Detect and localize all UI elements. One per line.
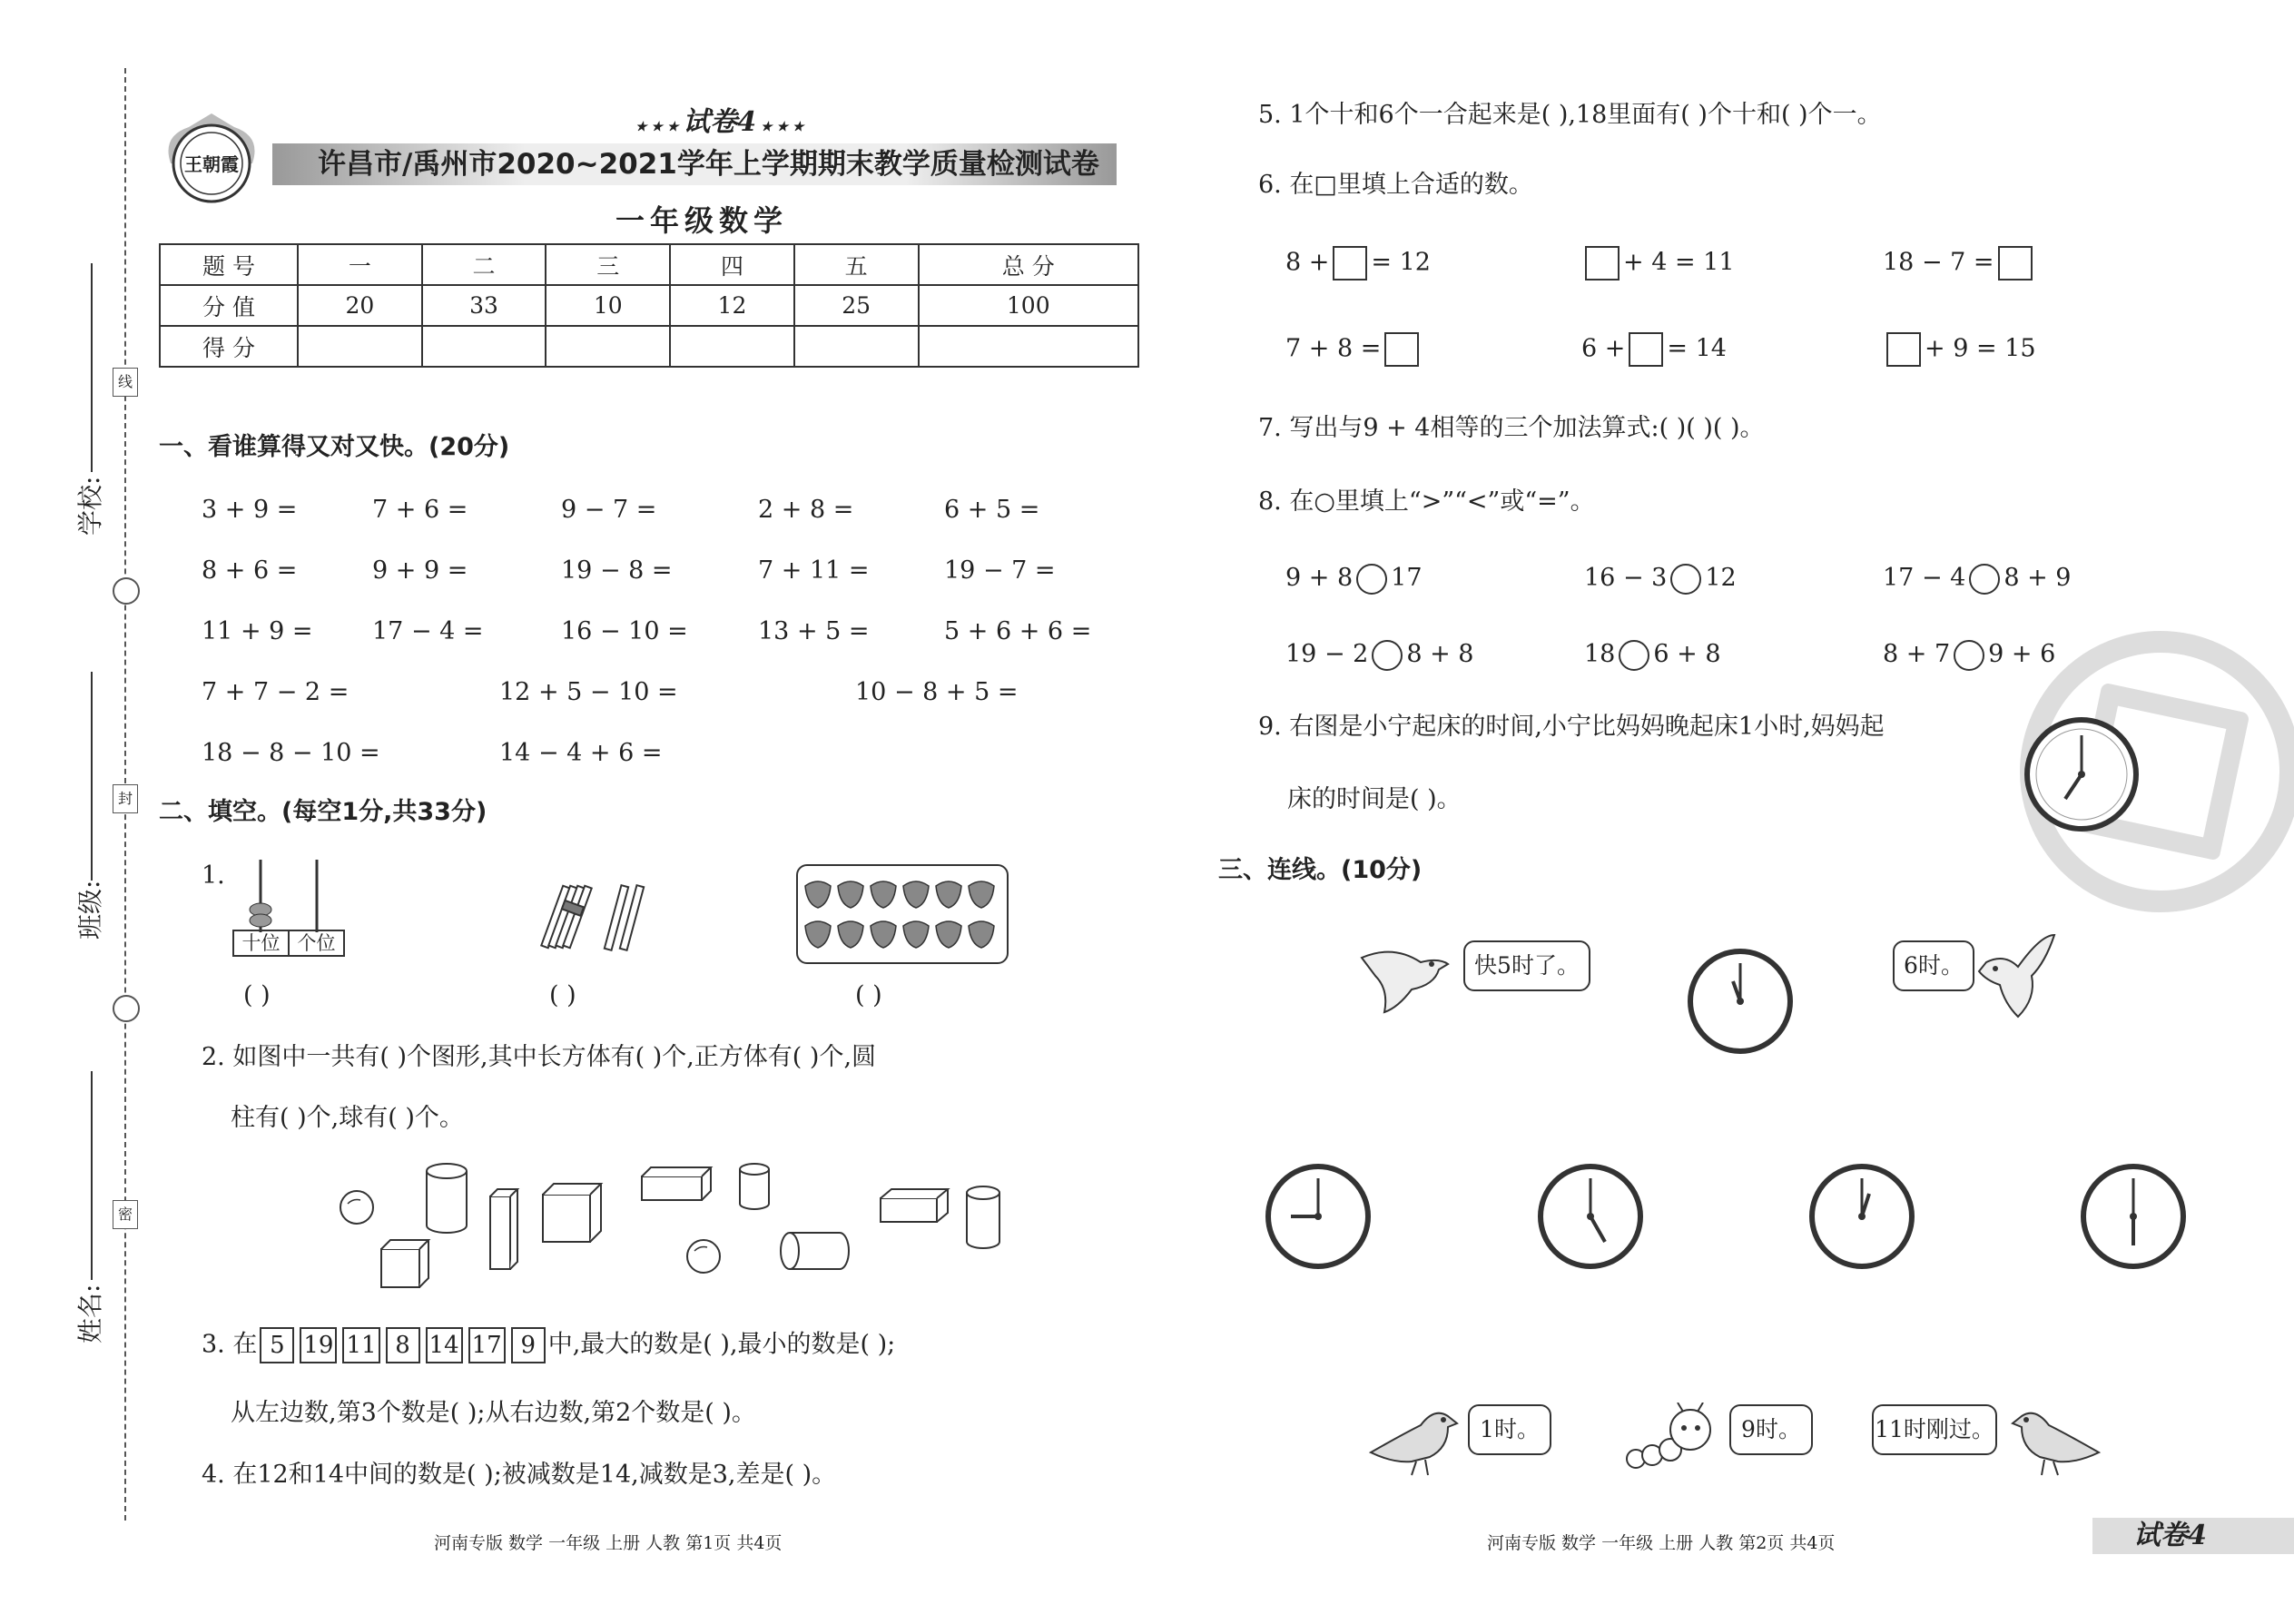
calc-item: 10 − 8 + 5 = xyxy=(855,678,1019,706)
calc-item: 8 + 6 = xyxy=(202,556,298,585)
number-box: 9 xyxy=(511,1327,546,1363)
paper-tag: ★ ★ ★ 试卷4 ★ ★ ★ xyxy=(635,106,804,138)
calc-item: 6 + 5 = xyxy=(944,496,1040,524)
school-label: 学校: xyxy=(75,476,105,536)
strawberry-icon xyxy=(936,921,961,948)
school-underline xyxy=(91,263,93,472)
star-icon: ★ ★ ★ xyxy=(635,120,684,134)
strawberry-icon xyxy=(838,921,863,948)
strawberry-icon xyxy=(969,881,994,908)
strawberry-icon xyxy=(903,921,929,948)
bird-icon xyxy=(1357,935,1457,1017)
calc-item: 13 + 5 = xyxy=(758,617,870,645)
sparrow-icon xyxy=(2004,1398,2103,1480)
speech-bubble: 6时。 xyxy=(1893,940,1974,991)
q6-item: 7 + 8 = xyxy=(1285,332,1423,367)
number-box: 11 xyxy=(342,1327,379,1363)
q6-item: 8 + = 12 xyxy=(1285,246,1431,281)
q8-text: 8. 在○里填上“>”“<”或“=”。 xyxy=(1258,487,1595,516)
compare-circle[interactable] xyxy=(1670,564,1701,595)
footer-tag: 试卷4 xyxy=(2133,1520,2207,1551)
name-underline xyxy=(91,1071,93,1280)
table-cell: 一 xyxy=(298,244,422,285)
abacus-tens-label: 十位 xyxy=(234,931,290,955)
clock-icon xyxy=(1686,947,1795,1056)
compare-circle[interactable] xyxy=(1356,564,1387,595)
calc-item: 16 − 10 = xyxy=(561,617,688,645)
speech-bubble: 1时。 xyxy=(1468,1404,1551,1455)
binding-hole-icon xyxy=(113,577,140,605)
strawberry-icon xyxy=(871,921,896,948)
score-input-cell[interactable] xyxy=(298,326,422,367)
strawberry-icon xyxy=(838,881,863,908)
number-box: 8 xyxy=(386,1327,420,1363)
binding-hole-icon xyxy=(113,995,140,1022)
q1-number: 1. xyxy=(202,861,225,890)
clock-icon xyxy=(1264,1162,1373,1271)
answer-box[interactable] xyxy=(1998,246,2033,281)
q1-answer-blank[interactable]: ( ) xyxy=(243,981,271,1009)
calc-item: 18 − 8 − 10 = xyxy=(202,739,380,767)
calc-item: 2 + 8 = xyxy=(758,496,854,524)
table-cell: 10 xyxy=(546,285,670,326)
answer-box[interactable] xyxy=(1333,246,1367,281)
table-row xyxy=(160,285,1138,326)
compare-circle[interactable] xyxy=(1619,640,1649,671)
strawberry-icon xyxy=(805,881,831,908)
answer-box[interactable] xyxy=(1629,332,1663,367)
seal-mark: 封 xyxy=(113,784,138,813)
shapes-illustration xyxy=(331,1160,1021,1296)
speech-bubble: 9时。 xyxy=(1729,1404,1813,1455)
calc-item: 17 − 4 = xyxy=(372,617,484,645)
footer-right: 河南专版 数学 一年级 上册 人教 第2页 共4页 xyxy=(1487,1533,1836,1553)
clock-icon xyxy=(1807,1162,1916,1271)
q2-text: 柱有( )个,球有( )个。 xyxy=(231,1104,464,1132)
q8-item: 19 − 2 8 + 8 xyxy=(1285,639,1473,671)
q6-text: 6. 在□里填上合适的数。 xyxy=(1258,171,1533,199)
table-cell: 得 分 xyxy=(160,326,298,367)
calc-item: 7 + 11 = xyxy=(758,556,870,585)
clock-icon xyxy=(2023,715,2141,833)
table-cell: 33 xyxy=(422,285,546,326)
q8-item: 8 + 7 9 + 6 xyxy=(1883,639,2055,671)
q5-text: 5. 1个十和6个一合起来是( ),18里面有( )个十和( )个一。 xyxy=(1258,101,1882,129)
section2-title: 二、填空。(每空1分,共33分) xyxy=(159,798,487,826)
abacus-ones-label: 个位 xyxy=(297,932,336,954)
strawberry-icon xyxy=(969,921,994,948)
name-label: 姓名: xyxy=(75,1284,105,1343)
strawberry-icon xyxy=(903,881,929,908)
strawberry-icon xyxy=(805,921,831,948)
table-cell: 总 分 xyxy=(919,244,1138,285)
calc-item: 12 + 5 − 10 = xyxy=(499,678,678,706)
table-row xyxy=(160,326,1138,367)
score-input-cell[interactable] xyxy=(422,326,546,367)
q8-item: 9 + 8 17 xyxy=(1285,563,1423,595)
answer-box[interactable] xyxy=(1384,332,1419,367)
q8-item: 16 − 3 12 xyxy=(1584,563,1737,595)
strawberries-illustration xyxy=(796,864,1009,964)
score-table xyxy=(159,243,1139,368)
compare-circle[interactable] xyxy=(1954,640,1984,671)
calc-item: 19 − 8 = xyxy=(561,556,673,585)
number-box: 14 xyxy=(426,1327,463,1363)
table-cell: 二 xyxy=(422,244,546,285)
calc-item: 11 + 9 = xyxy=(202,617,313,645)
q3-line2: 从左边数,第3个数是( );从右边数,第2个数是( )。 xyxy=(231,1399,756,1427)
speech-bubble: 11时刚过。 xyxy=(1872,1404,1997,1455)
sticks-illustration xyxy=(536,876,654,958)
calc-item: 19 − 7 = xyxy=(944,556,1056,585)
q3-line1: 3. 在 5 19 11 8 14 17 9 中,最大的数是( ),最小的数是( ); xyxy=(202,1327,895,1363)
table-cell: 100 xyxy=(919,285,1138,326)
section3-title: 三、连线。(10分) xyxy=(1218,856,1423,884)
compare-circle[interactable] xyxy=(1969,564,2000,595)
abacus-illustration xyxy=(232,855,345,960)
strawberry-icon xyxy=(936,881,961,908)
clock-icon xyxy=(2079,1162,2188,1271)
calc-item: 14 − 4 + 6 = xyxy=(499,739,663,767)
table-cell: 三 xyxy=(546,244,670,285)
table-cell: 四 xyxy=(670,244,794,285)
q7-text: 7. 写出与9 + 4相等的三个加法算式:( )( )( )。 xyxy=(1258,414,1765,442)
score-input-cell[interactable] xyxy=(919,326,1138,367)
star-icon: ★ ★ ★ xyxy=(756,120,804,134)
table-cell: 题 号 xyxy=(160,244,298,285)
q9-line1: 9. 右图是小宁起床的时间,小宁比妈妈晚起床1小时,妈妈起 xyxy=(1258,713,1885,741)
q1-answer-blank[interactable]: ( ) xyxy=(549,981,576,1009)
class-underline xyxy=(91,672,93,881)
table-cell: 25 xyxy=(794,285,919,326)
table-row xyxy=(160,244,1138,285)
score-input-cell[interactable] xyxy=(546,326,670,367)
calc-item: 3 + 9 = xyxy=(202,496,298,524)
q6-item: 6 + = 14 xyxy=(1581,332,1727,367)
clock-icon xyxy=(1536,1162,1645,1271)
line-mark: 线 xyxy=(113,368,138,397)
answer-box[interactable] xyxy=(1585,246,1620,281)
q9-line2: 床的时间是( )。 xyxy=(1287,785,1462,813)
bird-icon xyxy=(1968,926,2059,1026)
speech-bubble: 快5时了。 xyxy=(1463,940,1590,991)
footer-left: 河南专版 数学 一年级 上册 人教 第1页 共4页 xyxy=(434,1533,783,1553)
strawberry-icon xyxy=(871,881,896,908)
q6-item: 18 − 7 = xyxy=(1883,246,2036,281)
answer-box[interactable] xyxy=(1886,332,1921,367)
exam-title: 许昌市/禹州市2020~2021学年上学期期末教学质量检测试卷 xyxy=(318,148,1099,181)
compare-circle[interactable] xyxy=(1372,640,1403,671)
caterpillar-icon xyxy=(1625,1403,1734,1475)
q1-answer-blank[interactable]: ( ) xyxy=(855,981,882,1009)
class-label: 班级: xyxy=(75,880,105,940)
calc-item: 7 + 6 = xyxy=(372,496,468,524)
score-input-cell[interactable] xyxy=(794,326,919,367)
calc-item: 9 + 9 = xyxy=(372,556,468,585)
number-box: 5 xyxy=(260,1327,294,1363)
calc-item: 7 + 7 − 2 = xyxy=(202,678,350,706)
section1-title: 一、看谁算得又对又快。(20分) xyxy=(159,433,510,461)
logo xyxy=(162,109,261,209)
q2-text: 2. 如图中一共有( )个图形,其中长方体有( )个,正方体有( )个,圆 xyxy=(202,1043,877,1071)
table-cell: 12 xyxy=(670,285,794,326)
table-cell: 20 xyxy=(298,285,422,326)
q6-item: + 9 = 15 xyxy=(1883,332,2036,367)
number-box: 19 xyxy=(300,1327,337,1363)
q8-item: 18 6 + 8 xyxy=(1584,639,1721,671)
subject-title: 一年级数学 xyxy=(615,203,789,238)
q6-item: + 4 = 11 xyxy=(1581,246,1735,281)
q8-item: 17 − 4 8 + 9 xyxy=(1883,563,2071,595)
table-cell: 五 xyxy=(794,244,919,285)
dense-mark: 密 xyxy=(113,1200,138,1229)
logo-text: 王朝霞 xyxy=(184,153,239,175)
score-input-cell[interactable] xyxy=(670,326,794,367)
q4-text: 4. 在12和14中间的数是( );被减数是14,减数是3,差是( )。 xyxy=(202,1461,837,1489)
table-cell: 分 值 xyxy=(160,285,298,326)
sparrow-icon xyxy=(1366,1398,1466,1480)
number-box: 17 xyxy=(468,1327,506,1363)
calc-item: 9 − 7 = xyxy=(561,496,657,524)
calc-item: 5 + 6 + 6 = xyxy=(944,617,1092,645)
